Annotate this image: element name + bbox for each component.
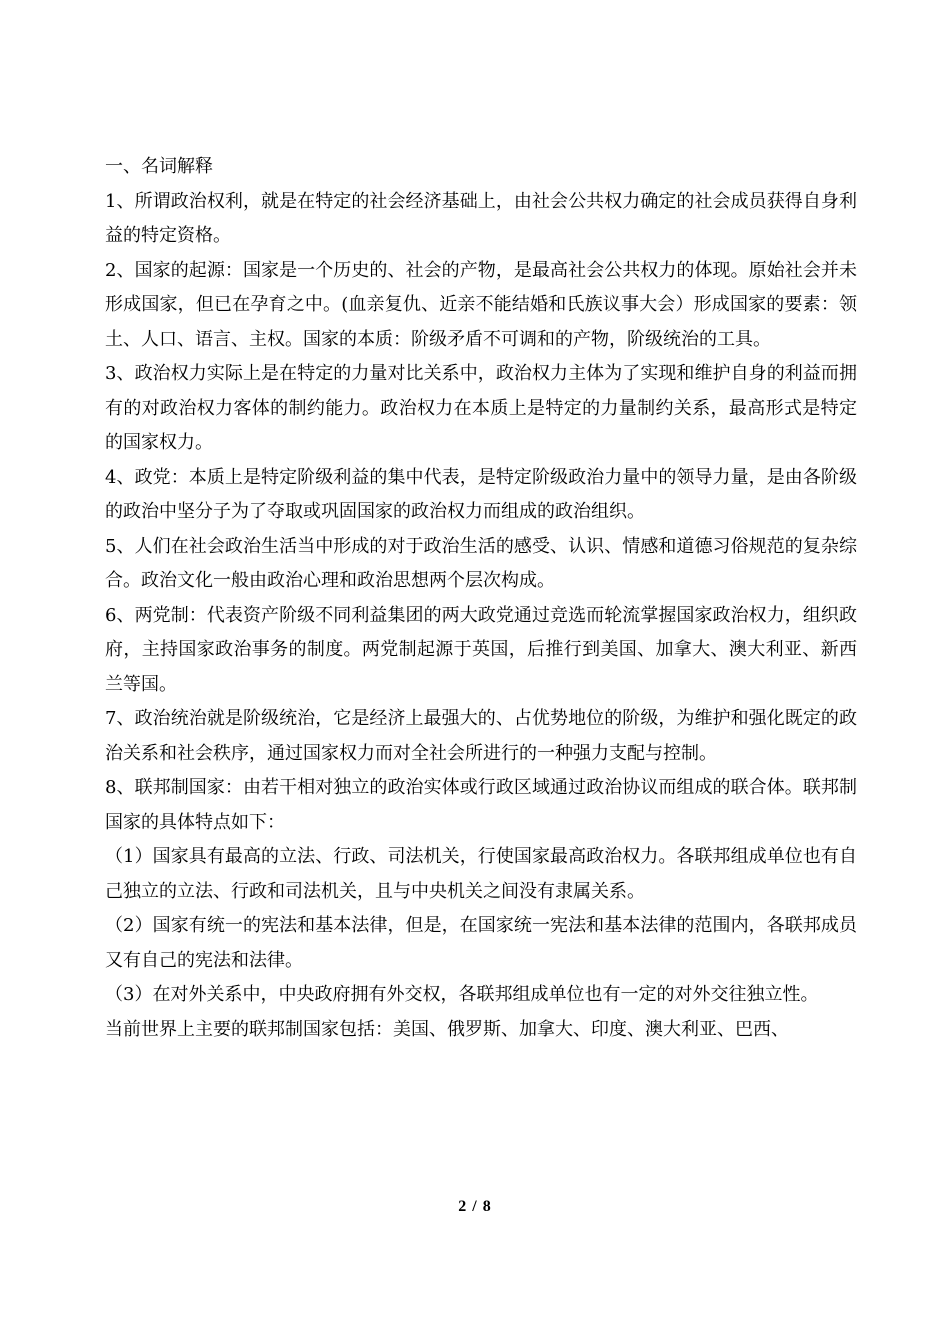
paragraph-federal-state: 8、联邦制国家：由若干相对独立的政治实体或行政区域通过政治协议而组成的联合体。联邦制国家的具体特点如下： bbox=[105, 777, 857, 833]
list-item-federal-feature-3: （3）在对外关系中，中央政府拥有外交权，各联邦组成单位也有一定的对外交往独立性。 bbox=[105, 984, 819, 1005]
paragraph-two-party-system: 6、两党制：代表资产阶级不同利益集团的两大政党通过竞选而轮流掌握国家政治权力，组织政府，主持国家政治事务的制度。两党制起源于英国，后推行到美国、加拿大、澳大利亚、新西兰等国。 bbox=[105, 604, 857, 695]
document-body bbox=[105, 150, 857, 1047]
paragraph-political-power: 3、政治权力实际上是在特定的力量对比关系中，政治权力主体为了实现和维护自身的利益而拥有的对政治权力客体的制约能力。政治权力在本质上是特定的力量制约关系，最高形式是特定的国家权力。 bbox=[105, 363, 857, 453]
list-item-federal-feature-1: （1）国家具有最高的立法、行政、司法机关，行使国家最高政治权力。各联邦组成单位也有自己独立的立法、行政和司法机关，且与中央机关之间没有隶属关系。 bbox=[105, 846, 857, 902]
paragraph-political-rule: 7、政治统治就是阶级统治，它是经济上最强大的、占优势地位的阶级，为维护和强化既定的政治关系和社会秩序，通过国家权力而对全社会所进行的一种强力支配与控制。 bbox=[105, 708, 857, 764]
page-number: 2 / 8 bbox=[458, 1198, 492, 1215]
paragraph-state-origin: 2、国家的起源：国家是一个历史的、社会的产物，是最高社会公共权力的体现。原始社会并未形成国家，但已在孕育之中。(血亲复仇、近亲不能结婚和氏族议事大会）形成国家的要素：领土、人口、语言、主权。国家的本质：阶级矛盾不可调和的产物，阶级统治的工具。 bbox=[105, 259, 857, 350]
paragraph-political-culture: 5、人们在社会政治生活当中形成的对于政治生活的感受、认识、情感和道德习俗规范的复杂综合。政治文化一般由政治心理和政治思想两个层次构成。 bbox=[105, 535, 857, 591]
section-heading: 一、名词解释 bbox=[105, 156, 213, 177]
list-item-federal-feature-2: （2）国家有统一的宪法和基本法律，但是，在国家统一宪法和基本法律的范围内，各联邦成员又有自己的宪法和法律。 bbox=[105, 915, 857, 971]
paragraph-political-rights: 1、所谓政治权利，就是在特定的社会经济基础上，由社会公共权力确定的社会成员获得自身利益的特定资格。 bbox=[105, 190, 857, 246]
paragraph-federal-countries: 当前世界上主要的联邦制国家包括：美国、俄罗斯、加拿大、印度、澳大利亚、巴西、 bbox=[105, 1018, 789, 1040]
paragraph-political-party: 4、政党：本质上是特定阶级利益的集中代表，是特定阶级政治力量中的领导力量，是由各阶级的政治中坚分子为了夺取或巩固国家的政治权力而组成的政治组织。 bbox=[105, 466, 857, 522]
